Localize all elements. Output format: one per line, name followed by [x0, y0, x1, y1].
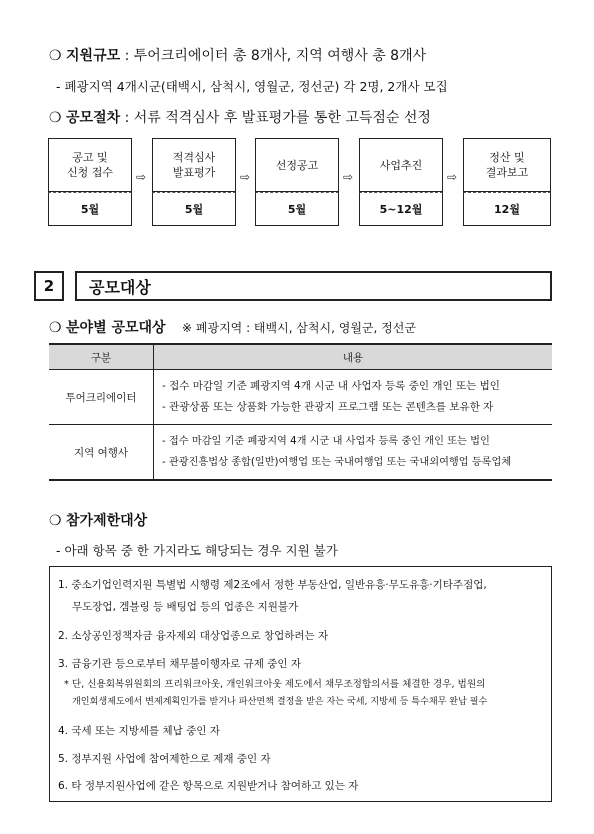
circle-bullet-icon: ❍ — [49, 513, 62, 529]
restriction-item: 4. 국세 또는 지방세를 체납 중인 자 — [58, 725, 220, 737]
step-3-title: 선정공고 — [255, 138, 339, 192]
table-cell-category: 지역 여행사 — [49, 425, 154, 481]
scale-line — [49, 45, 426, 65]
content-line: - 접수 마감일 기준 폐광지역 4개 시군 내 사업자 등록 중인 개인 또는 법인 — [162, 380, 500, 392]
circle-bullet-icon: ❍ — [49, 320, 62, 336]
table-cell-content — [154, 370, 553, 425]
scale-sub: - 폐광지역 4개시군(태백시, 삼척시, 영월군, 정선군) 각 2명, 2개사 모집 — [56, 79, 448, 94]
circle-bullet-icon: ❍ — [49, 110, 62, 126]
restriction-item: 5. 정부지원 사업에 참여제한으로 제재 중인 자 — [58, 753, 271, 765]
scale-text: : 투어크리에이터 총 8개사, 지역 여행사 총 8개사 — [120, 48, 427, 64]
arrow-right-icon: ⇨ — [240, 170, 251, 184]
content-line: - 관광상품 또는 상품화 가능한 관광지 프로그램 또는 콘텐츠를 보유한 자 — [162, 401, 494, 413]
table-cell-content — [154, 425, 553, 481]
table-row — [49, 370, 552, 425]
section-number: 2 — [34, 271, 64, 301]
step-5-period: 12월 — [463, 192, 551, 226]
restriction-item: 2. 소상공인정책자금 융자제외 대상업종으로 창업하려는 자 — [58, 630, 329, 642]
restriction-note: 개인회생제도에서 변제계획인가를 받거나 파산면책 결정을 받은 자는 국세, 지방세 등 특수채무 완납 필수 — [72, 697, 488, 707]
restriction-sub: - 아래 항목 중 한 가지라도 해당되는 경우 지원 불가 — [56, 543, 338, 558]
restriction-item: 1. 중소기업인력지원 특별법 시행령 제2조에서 정한 부동산업, 일반유흥·무도유흥·기타주점업, — [58, 579, 487, 591]
procedure-label: 공모절차 — [66, 110, 121, 126]
step-2-period: 5월 — [152, 192, 236, 226]
procedure-text: : 서류 적격심사 후 발표평가를 통한 고득점순 선정 — [120, 110, 431, 126]
content-line: - 접수 마감일 기준 폐광지역 4개 시군 내 사업자 등록 중인 개인 또는 법인 — [162, 436, 490, 447]
step-4-title: 사업추진 — [359, 138, 443, 192]
arrow-right-icon: ⇨ — [447, 170, 458, 184]
step-4-period: 5~12월 — [359, 192, 443, 226]
section-title: 공모대상 — [75, 271, 552, 301]
table-row — [49, 425, 552, 481]
field-label: 분야별 공모대상 — [66, 320, 166, 336]
step-3-period: 5월 — [255, 192, 339, 226]
restriction-item: 무도장업, 겜블링 등 배팅업 등의 업종은 지원불가 — [72, 601, 299, 613]
procedure-line — [49, 107, 431, 127]
restriction-note: * 단, 신용회복위원회의 프리워크아웃, 개인워크아웃 제도에서 채무조정합의서를 체결한 경우, 법원의 — [64, 679, 486, 690]
target-table — [49, 343, 552, 481]
table-header: 내용 — [154, 344, 553, 370]
restriction-box — [49, 566, 552, 802]
step-5-title: 정산 및 결과보고 — [463, 138, 551, 192]
arrow-right-icon: ⇨ — [136, 170, 147, 184]
field-line — [49, 317, 416, 337]
scale-label: 지원규모 — [66, 48, 121, 64]
circle-bullet-icon: ❍ — [49, 48, 62, 64]
table-header-row — [49, 344, 552, 370]
restriction-item: 6. 타 정부지원사업에 같은 항목으로 지원받거나 참여하고 있는 자 — [58, 780, 359, 792]
step-1-title: 공고 및 신청 접수 — [48, 138, 132, 192]
restriction-line — [49, 510, 147, 530]
arrow-right-icon: ⇨ — [343, 170, 354, 184]
restriction-label: 참가제한대상 — [66, 513, 148, 529]
field-note: ※ 폐광지역 : 태백시, 삼척시, 영월군, 정선군 — [182, 321, 416, 335]
restriction-item: 3. 금융기관 등으로부터 채무불이행자로 규제 중인 자 — [58, 658, 302, 670]
table-header: 구분 — [49, 344, 154, 370]
content-line: - 관광진흥법상 종합(일반)여행업 또는 국내여행업 또는 국내외여행업 등록업체 — [162, 457, 512, 468]
step-2-title: 적격심사 발표평가 — [152, 138, 236, 192]
table-cell-category: 투어크리에이터 — [49, 370, 154, 425]
step-1-period: 5월 — [48, 192, 132, 226]
